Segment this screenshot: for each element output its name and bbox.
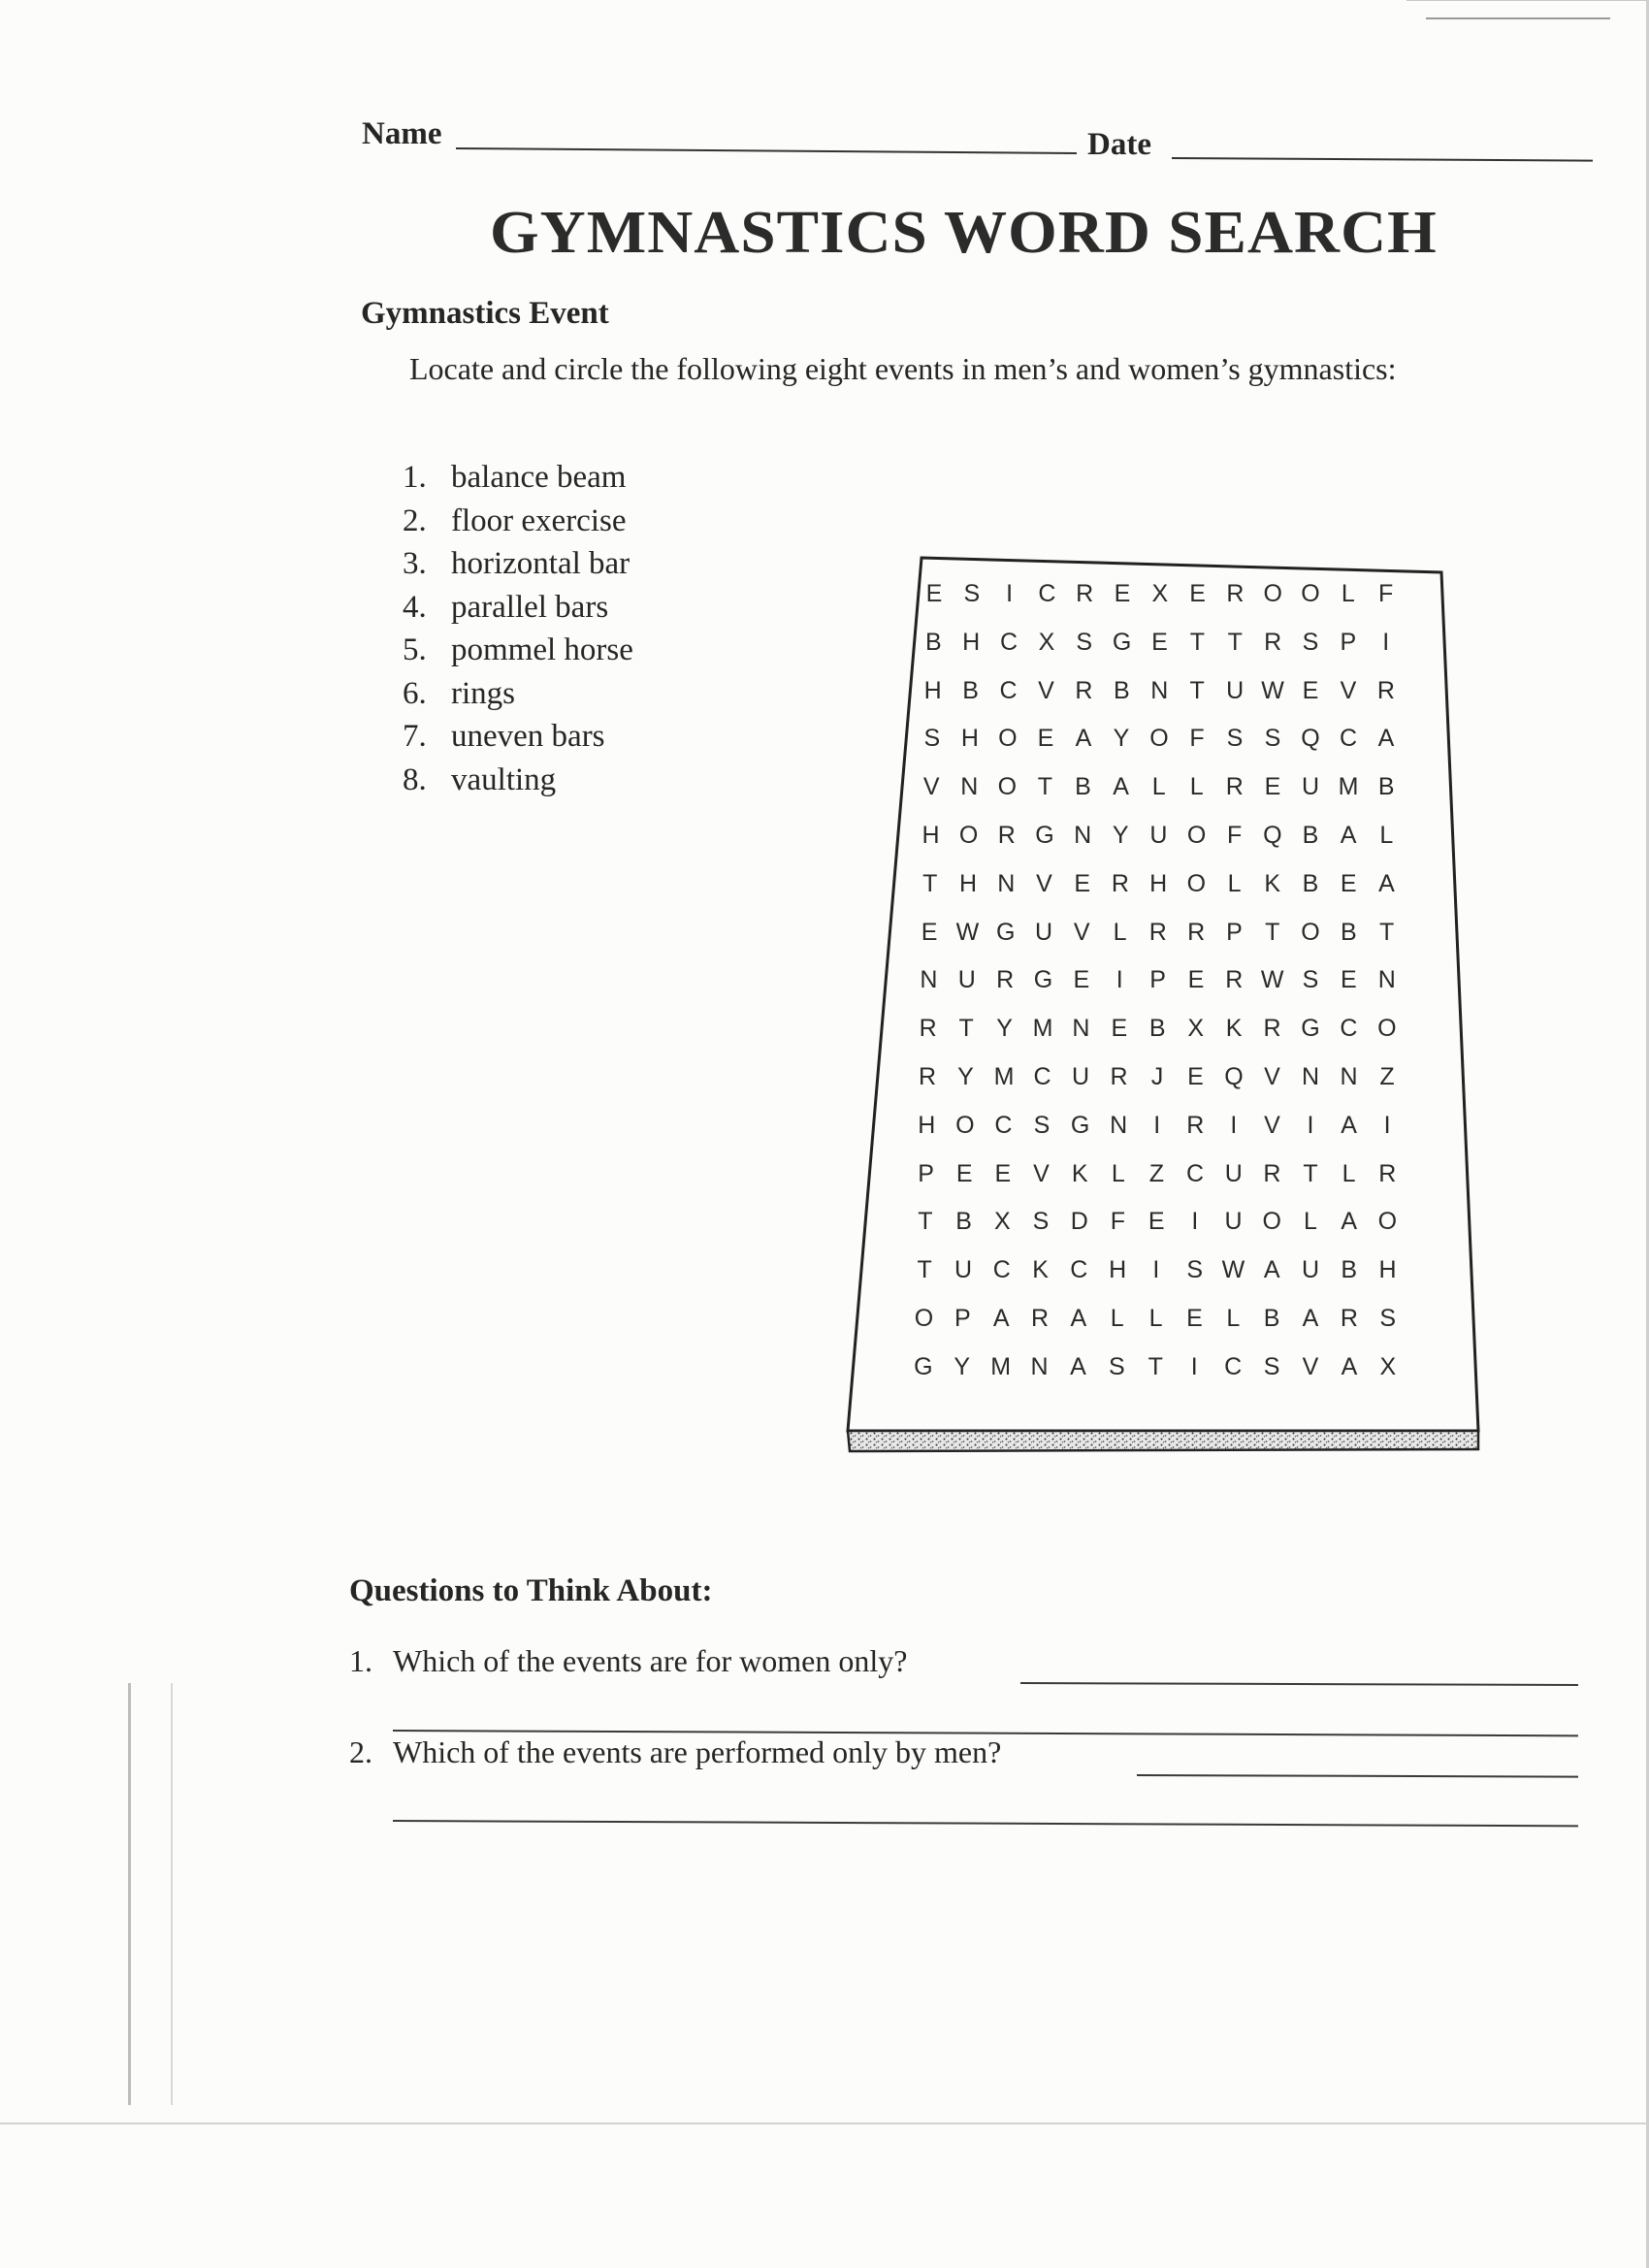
grid-letter[interactable]: O <box>1377 1015 1397 1043</box>
grid-letter[interactable]: L <box>1111 1159 1125 1187</box>
grid-letter[interactable]: R <box>919 1015 937 1043</box>
grid-letter[interactable]: U <box>1301 1256 1320 1284</box>
grid-letter[interactable]: H <box>960 725 979 753</box>
grid-letter[interactable]: L <box>1151 773 1166 801</box>
grid-letter[interactable]: U <box>1224 1159 1243 1187</box>
grid-letter[interactable]: U <box>1034 918 1052 946</box>
grid-letter[interactable]: R <box>1075 676 1093 704</box>
date-field[interactable] <box>1172 157 1593 162</box>
grid-letter[interactable]: G <box>995 918 1016 946</box>
event-item <box>403 500 633 543</box>
grid-letter[interactable]: L <box>1341 580 1355 607</box>
grid-letter[interactable]: N <box>1301 1063 1320 1090</box>
grid-letter[interactable]: K <box>1071 1159 1088 1187</box>
grid-letter[interactable]: T <box>1189 628 1206 656</box>
date-label: Date <box>1087 127 1151 162</box>
grid-letter[interactable]: H <box>1378 1256 1397 1284</box>
name-field[interactable] <box>456 147 1077 154</box>
grid-letter[interactable]: T <box>917 1256 932 1284</box>
grid-letter[interactable]: I <box>1153 1111 1161 1139</box>
grid-letter[interactable]: V <box>922 773 940 801</box>
grid-letter[interactable]: E <box>1340 869 1357 897</box>
grid-letter[interactable]: B <box>924 628 942 656</box>
grid-letter[interactable]: I <box>1230 1111 1238 1139</box>
grid-letter[interactable]: S <box>923 725 941 753</box>
grid-letter[interactable]: X <box>993 1208 1011 1236</box>
scan-artifact <box>1426 17 1610 19</box>
grid-letter[interactable]: T <box>918 1208 933 1236</box>
grid-letter[interactable]: S <box>1033 1111 1051 1139</box>
grid-letter[interactable]: O <box>1149 725 1169 753</box>
grid-letter[interactable]: S <box>1302 966 1319 994</box>
grid-letter[interactable]: O <box>914 1305 934 1332</box>
grid-letter[interactable]: I <box>1382 628 1390 656</box>
answer-line[interactable] <box>1020 1682 1578 1686</box>
grid-letter[interactable]: Y <box>996 1015 1013 1043</box>
grid-letter[interactable]: V <box>1264 1063 1280 1090</box>
grid-letter[interactable]: R <box>1225 773 1244 801</box>
grid-letter[interactable]: O <box>1377 1208 1398 1236</box>
grid-letter[interactable]: A <box>1378 869 1395 897</box>
grid-letter[interactable]: X <box>1379 1352 1397 1380</box>
event-label: pommel horse <box>451 632 633 667</box>
grid-letter[interactable]: I <box>1116 966 1123 994</box>
page-title: GYMNASTICS WORD SEARCH <box>490 200 1438 266</box>
grid-letter[interactable]: E <box>1073 966 1090 994</box>
grid-letter[interactable]: R <box>1376 676 1395 704</box>
grid-letter[interactable]: B <box>962 676 979 704</box>
grid-letter[interactable]: O <box>1263 580 1282 607</box>
instructions: Locate and circle the following eight events in men’s and women’s gymnastics: <box>409 351 1397 386</box>
grid-letter[interactable]: I <box>1383 1111 1391 1139</box>
question-text: Which of the events are for women only? <box>393 1643 908 1678</box>
grid-letter[interactable]: B <box>1263 1305 1280 1332</box>
grid-letter[interactable]: E <box>1187 1063 1204 1090</box>
grid-letter[interactable]: O <box>1301 580 1320 607</box>
event-item <box>403 456 633 500</box>
grid-letter[interactable]: A <box>1070 1352 1086 1380</box>
grid-letter[interactable]: E <box>1264 773 1281 801</box>
grid-letter[interactable]: P <box>1226 918 1243 946</box>
event-number: 8. <box>403 761 427 797</box>
grid-letter[interactable]: L <box>1113 918 1127 946</box>
grid-letter[interactable]: V <box>1033 1159 1050 1187</box>
grid-letter[interactable]: E <box>1074 869 1091 897</box>
grid-letter[interactable]: B <box>1341 1256 1358 1284</box>
grid-letter[interactable]: A <box>1070 1305 1087 1332</box>
grid-letter[interactable]: N <box>920 966 938 994</box>
grid-letter[interactable]: B <box>1113 676 1130 704</box>
grid-letter[interactable]: Z <box>1148 1159 1165 1187</box>
grid-letter[interactable]: Q <box>1263 822 1282 849</box>
grid-letter[interactable]: L <box>1227 869 1242 897</box>
grid-letter[interactable]: A <box>1341 1208 1358 1236</box>
grid-letter[interactable]: H <box>918 1111 936 1139</box>
question-number: 2. <box>349 1734 372 1769</box>
grid-letter[interactable]: N <box>997 869 1016 897</box>
grid-letter[interactable]: E <box>925 580 943 607</box>
grid-letter[interactable]: G <box>1112 628 1132 656</box>
grid-letter[interactable]: L <box>1304 1208 1317 1236</box>
grid-letter[interactable]: U <box>1149 822 1168 849</box>
event-number: 1. <box>403 460 427 495</box>
grid-letter[interactable]: N <box>1072 1015 1090 1043</box>
scan-artifact <box>171 1683 173 2105</box>
answer-line[interactable] <box>1137 1774 1578 1778</box>
grid-letter[interactable]: N <box>1030 1352 1049 1380</box>
grid-letter[interactable]: O <box>1301 918 1320 946</box>
event-item <box>403 629 633 672</box>
event-label: floor exercise <box>451 502 627 538</box>
grid-letter[interactable]: W <box>1261 676 1284 704</box>
grid-letter[interactable]: E <box>1302 676 1319 704</box>
grid-letter[interactable]: B <box>1148 1015 1166 1043</box>
grid-letter[interactable]: S <box>1226 725 1244 753</box>
grid-letter[interactable]: C <box>1186 1159 1205 1187</box>
grid-letter[interactable]: H <box>962 628 981 656</box>
grid-letter[interactable]: R <box>1263 1015 1281 1043</box>
grid-letter[interactable]: V <box>1038 676 1054 704</box>
grid-letter[interactable]: A <box>992 1305 1010 1332</box>
grid-letter[interactable]: P <box>1340 628 1357 656</box>
grid-letter[interactable]: K <box>1264 869 1281 897</box>
grid-letter[interactable]: G <box>1033 966 1053 994</box>
grid-letter[interactable]: E <box>1189 580 1206 607</box>
grid-letter[interactable]: T <box>1189 676 1205 704</box>
grid-letter[interactable]: C <box>999 676 1018 704</box>
grid-letter[interactable]: G <box>1301 1015 1320 1043</box>
grid-letter[interactable]: E <box>994 1159 1012 1187</box>
grid-letter[interactable]: C <box>1033 1063 1051 1090</box>
event-label: uneven bars <box>451 719 605 754</box>
event-number: 2. <box>403 502 427 538</box>
grid-letter[interactable]: T <box>958 1015 974 1043</box>
grid-letter[interactable]: R <box>1111 869 1129 897</box>
grid-letter[interactable]: H <box>958 869 978 897</box>
grid-letter[interactable]: E <box>1037 725 1054 753</box>
scan-artifact <box>1406 0 1649 1</box>
grid-letter[interactable]: O <box>955 1111 975 1139</box>
grid-letter[interactable]: W <box>1221 1256 1245 1284</box>
grid-letter[interactable]: R <box>1263 1159 1281 1187</box>
event-item <box>403 672 633 716</box>
grid-letter[interactable]: M <box>990 1352 1012 1380</box>
grid-letter[interactable]: T <box>1303 1159 1318 1187</box>
event-number: 6. <box>403 675 427 711</box>
grid-letter[interactable]: H <box>1149 869 1168 897</box>
grid-letter[interactable]: O <box>1186 869 1207 897</box>
grid-letter[interactable]: K <box>1225 1015 1243 1043</box>
event-item <box>403 542 633 586</box>
grid-letter[interactable]: X <box>1038 628 1055 656</box>
event-item <box>403 759 633 802</box>
scan-artifact <box>128 1683 131 2105</box>
grid-letter[interactable]: L <box>1226 1305 1241 1332</box>
event-item <box>403 715 633 759</box>
event-number: 4. <box>403 589 427 625</box>
grid-letter[interactable]: T <box>1378 918 1395 946</box>
grid-letter[interactable]: C <box>1339 725 1358 753</box>
grid-letter[interactable]: J <box>1150 1063 1164 1090</box>
grid-letter[interactable]: R <box>1226 580 1245 607</box>
grid-letter[interactable]: Z <box>1379 1063 1395 1090</box>
grid-letter[interactable]: E <box>1148 1208 1165 1236</box>
grid-letter[interactable]: R <box>918 1063 937 1090</box>
scan-artifact <box>0 2122 1649 2124</box>
grid-letter[interactable]: O <box>1262 1208 1281 1236</box>
grid-letter[interactable]: I <box>1152 1256 1160 1284</box>
event-number: 5. <box>403 632 427 667</box>
grid-letter[interactable]: K <box>1032 1256 1049 1284</box>
grid-letter[interactable]: R <box>1378 1159 1397 1187</box>
grid-letter[interactable]: Y <box>1112 822 1129 849</box>
grid-letter[interactable]: S <box>963 580 981 607</box>
event-label: horizontal bar <box>451 546 630 581</box>
grid-letter[interactable]: R <box>1186 1111 1205 1139</box>
grid-letter[interactable]: E <box>1187 966 1205 994</box>
grid-letter[interactable]: F <box>1227 822 1243 849</box>
event-number: 3. <box>403 546 427 581</box>
grid-letter[interactable]: M <box>1338 773 1359 801</box>
grid-letter[interactable]: B <box>1302 869 1319 897</box>
question-number: 1. <box>349 1643 372 1678</box>
grid-letter[interactable]: P <box>1149 966 1166 994</box>
grid-letter[interactable]: C <box>994 1111 1013 1139</box>
grid-letter[interactable]: V <box>1340 676 1357 704</box>
grid-letter[interactable]: B <box>955 1208 972 1236</box>
grid-letter[interactable]: N <box>1340 1063 1358 1090</box>
grid-letter[interactable]: H <box>923 676 942 704</box>
grid-letter[interactable]: E <box>1151 628 1168 656</box>
grid-letter[interactable]: P <box>918 1159 934 1187</box>
grid-letter[interactable]: O <box>1186 822 1207 849</box>
grid-letter[interactable]: V <box>1264 1111 1280 1139</box>
grid-letter[interactable]: S <box>1076 628 1093 656</box>
grid-letter[interactable]: W <box>955 918 980 946</box>
grid-letter[interactable]: U <box>1071 1063 1090 1090</box>
grid-letter[interactable]: F <box>1377 580 1394 607</box>
grid-letter[interactable]: E <box>955 1159 973 1187</box>
grid-letter[interactable]: V <box>1036 869 1052 897</box>
grid-letter[interactable]: L <box>1189 773 1204 801</box>
grid-letter[interactable]: F <box>1189 725 1205 753</box>
grid-letter[interactable]: N <box>1377 966 1396 994</box>
grid-letter[interactable]: R <box>1076 580 1094 607</box>
grid-letter[interactable]: C <box>1070 1256 1088 1284</box>
grid-letter[interactable]: R <box>997 822 1016 849</box>
grid-letter[interactable]: C <box>1038 580 1056 607</box>
word-search-puzzle <box>834 553 1494 1460</box>
grid-letter[interactable]: U <box>1301 773 1320 801</box>
grid-letter[interactable]: E <box>1111 1015 1128 1043</box>
name-label: Name <box>362 116 442 151</box>
grid-letter[interactable]: A <box>1263 1256 1280 1284</box>
grid-letter[interactable]: S <box>1379 1305 1397 1332</box>
grid-letter[interactable]: N <box>1150 676 1169 704</box>
event-item <box>403 586 633 630</box>
grid-letter[interactable]: N <box>1074 822 1092 849</box>
grid-letter[interactable]: B <box>1302 822 1319 849</box>
grid-letter[interactable]: R <box>1148 918 1167 946</box>
grid-letter[interactable]: B <box>1340 918 1357 946</box>
grid-letter[interactable]: E <box>921 918 938 946</box>
grid-letter[interactable]: Y <box>954 1352 971 1380</box>
grid-letter[interactable]: A <box>1341 1352 1358 1380</box>
grid-letter[interactable]: Y <box>957 1063 974 1090</box>
grid-letter[interactable]: N <box>1110 1111 1128 1139</box>
grid-letter[interactable]: O <box>997 773 1018 801</box>
grid-letter[interactable]: Q <box>1224 1063 1244 1090</box>
grid-letter[interactable]: S <box>1264 725 1281 753</box>
grid-letter[interactable]: S <box>1302 628 1319 656</box>
grid-letter[interactable]: L <box>1342 1159 1356 1187</box>
grid-letter[interactable]: A <box>1113 773 1129 801</box>
grid-letter[interactable]: N <box>960 773 979 801</box>
grid-letter[interactable]: L <box>1148 1305 1163 1332</box>
grid-letter[interactable]: V <box>1302 1352 1319 1380</box>
grid-letter[interactable]: R <box>1031 1305 1050 1332</box>
grid-letter[interactable]: R <box>1225 966 1244 994</box>
grid-letter[interactable]: G <box>914 1352 933 1380</box>
event-label: balance beam <box>451 460 627 495</box>
grid-letter[interactable]: Q <box>1301 725 1320 753</box>
grid-letter[interactable]: T <box>922 869 938 897</box>
grid-letter[interactable]: R <box>1340 1305 1358 1332</box>
grid-letter[interactable]: C <box>1340 1015 1358 1043</box>
grid-letter[interactable]: V <box>1073 918 1090 946</box>
grid-letter[interactable]: T <box>1265 918 1280 946</box>
grid-letter[interactable]: A <box>1340 822 1357 849</box>
grid-letter[interactable]: X <box>1151 580 1169 607</box>
grid-letter[interactable]: T <box>1227 628 1243 656</box>
grid-letter[interactable]: C <box>1000 628 1018 656</box>
grid-letter[interactable]: L <box>1379 822 1394 849</box>
grid-letter[interactable]: I <box>1190 1352 1198 1380</box>
grid-letter[interactable]: E <box>1186 1305 1203 1332</box>
grid-letter[interactable]: A <box>1075 725 1092 753</box>
grid-letter[interactable]: C <box>992 1256 1011 1284</box>
grid-letter[interactable]: O <box>998 725 1018 753</box>
event-label: vaulting <box>451 761 557 797</box>
grid-letter[interactable]: U <box>957 966 976 994</box>
grid-letter[interactable]: S <box>1186 1256 1203 1284</box>
grid-letter[interactable]: F <box>1110 1208 1126 1236</box>
grid-letter[interactable]: U <box>954 1256 972 1284</box>
grid-letter[interactable]: A <box>1302 1305 1319 1332</box>
questions-heading: Questions to Think About: <box>349 1573 713 1608</box>
grid-letter[interactable]: E <box>1341 966 1357 994</box>
grid-letter[interactable]: H <box>1109 1256 1127 1284</box>
grid-letter[interactable]: T <box>1148 1352 1163 1380</box>
grid-letter[interactable]: R <box>1110 1063 1128 1090</box>
grid-letter[interactable]: H <box>922 822 940 849</box>
grid-letter[interactable]: W <box>1260 966 1284 994</box>
grid-letter[interactable]: D <box>1070 1208 1088 1236</box>
event-number: 7. <box>403 719 427 754</box>
grid-letter[interactable]: M <box>993 1063 1015 1090</box>
grid-letter[interactable]: O <box>958 822 979 849</box>
grid-letter[interactable]: I <box>1307 1111 1314 1139</box>
grid-letter[interactable]: C <box>1224 1352 1243 1380</box>
question-text: Which of the events are performed only by men? <box>393 1734 1002 1769</box>
grid-letter[interactable]: T <box>1037 773 1053 801</box>
grid-letter[interactable]: U <box>1224 1208 1243 1236</box>
event-list <box>403 456 633 801</box>
grid-letter[interactable]: X <box>1187 1015 1205 1043</box>
grid-letter[interactable]: L <box>1110 1305 1124 1332</box>
grid-letter[interactable]: P <box>954 1305 971 1332</box>
section-heading: Gymnastics Event <box>361 296 609 331</box>
grid-letter[interactable]: G <box>1070 1111 1090 1139</box>
answer-line[interactable] <box>393 1820 1578 1827</box>
grid-letter[interactable]: A <box>1341 1111 1357 1139</box>
grid-letter[interactable]: S <box>1263 1352 1280 1380</box>
grid-letter[interactable]: B <box>1377 773 1395 801</box>
grid-letter[interactable]: M <box>1032 1015 1053 1043</box>
grid-letter[interactable]: Y <box>1113 725 1130 753</box>
grid-letter[interactable]: R <box>1187 918 1206 946</box>
grid-letter[interactable]: U <box>1226 676 1245 704</box>
grid-letter[interactable]: R <box>1264 628 1282 656</box>
grid-letter[interactable]: I <box>1006 580 1014 607</box>
letter-grid <box>834 553 1494 1460</box>
grid-letter[interactable]: A <box>1377 725 1395 753</box>
grid-letter[interactable]: E <box>1114 580 1131 607</box>
event-label: rings <box>451 675 515 711</box>
grid-letter[interactable]: R <box>996 966 1015 994</box>
grid-letter[interactable]: B <box>1075 773 1091 801</box>
grid-letter[interactable]: I <box>1191 1208 1199 1236</box>
grid-letter[interactable]: S <box>1032 1208 1050 1236</box>
event-label: parallel bars <box>451 589 609 625</box>
grid-letter[interactable]: G <box>1035 822 1054 849</box>
grid-letter[interactable]: S <box>1109 1352 1125 1380</box>
